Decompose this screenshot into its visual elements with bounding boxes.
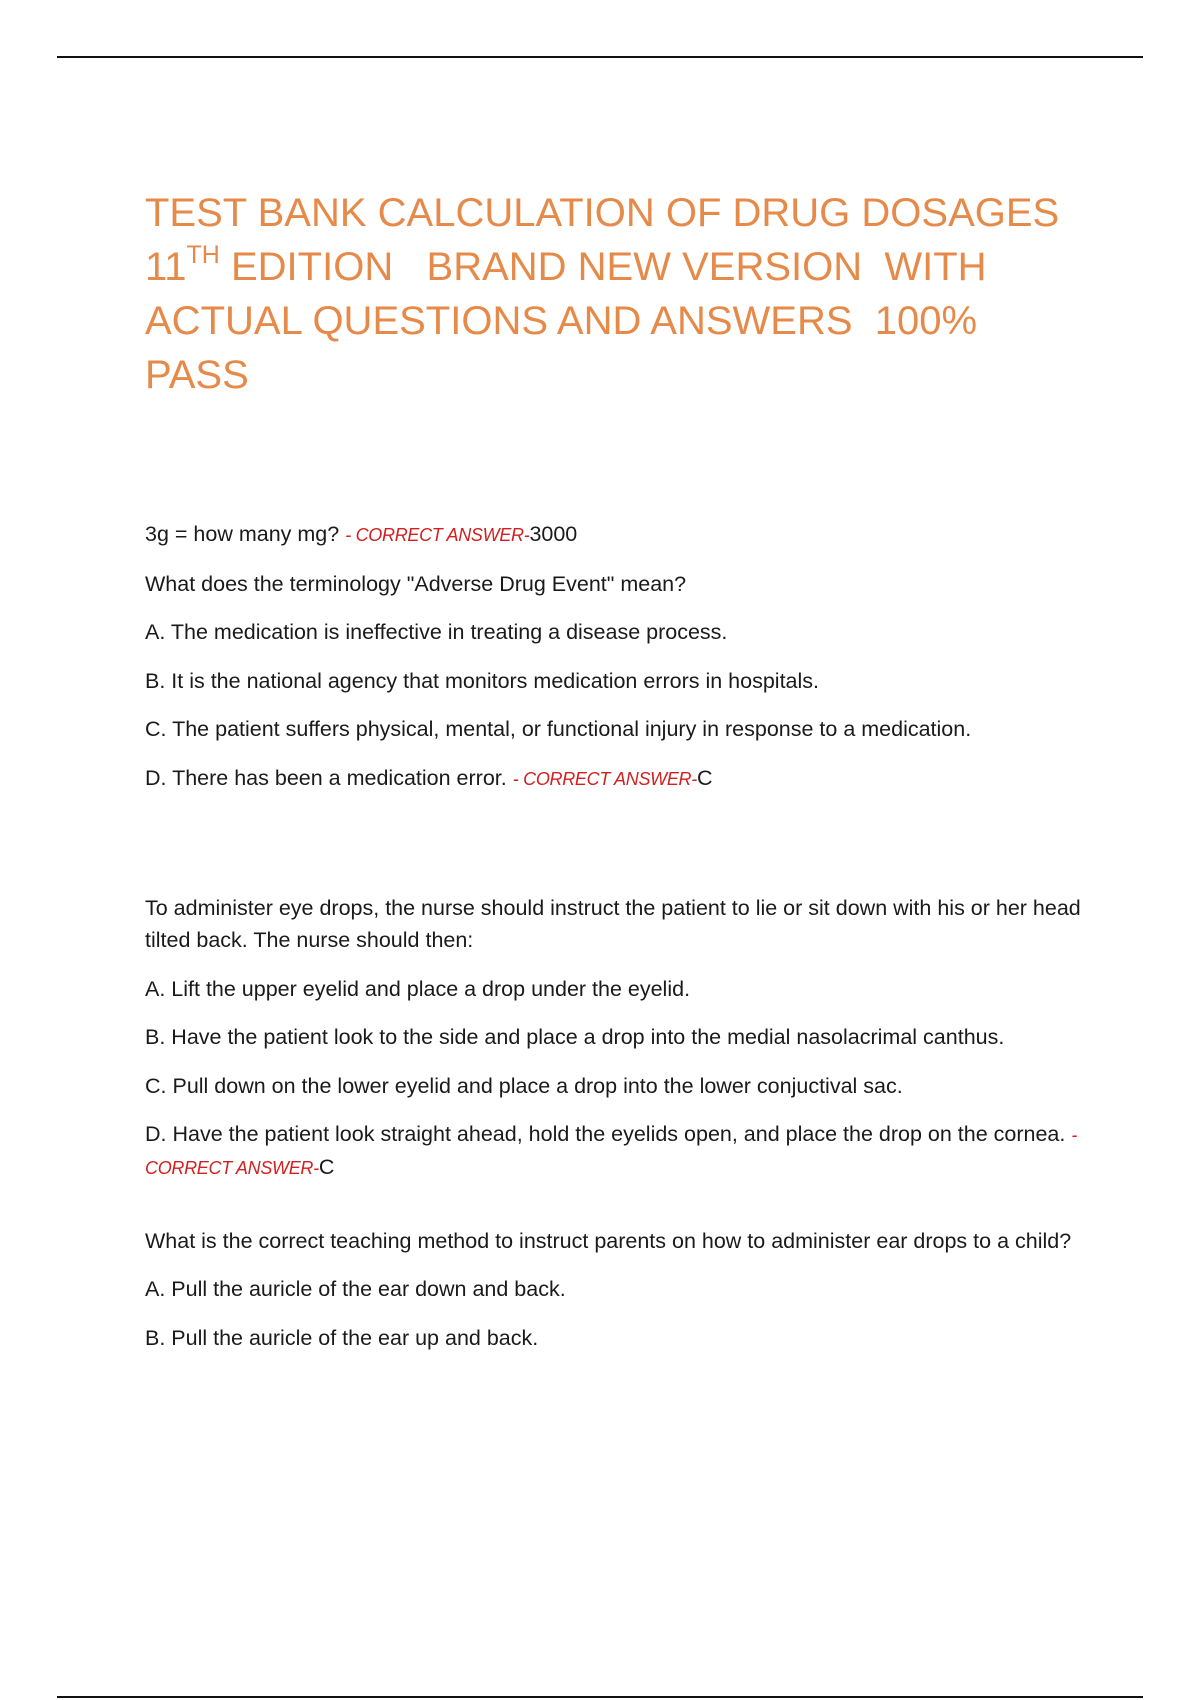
document-title [145, 186, 1085, 402]
section-spacer [145, 811, 1095, 892]
question-3-option-a: A. Lift the upper eyelid and place a drop under the eyelid. [145, 976, 691, 1001]
question-3: To administer eye drops, the nurse should instruct the patient to lie or sit down with his or her head tilted back. The nurse should then: [145, 896, 1081, 952]
question-4-option-b: B. Pull the auricle of the ear up and back. [145, 1325, 539, 1350]
question-3-answer: C [318, 1155, 335, 1179]
title-edition-rest: EDITION BRAND NEW VERSION WITH [219, 245, 987, 289]
question-2-answer: C [696, 765, 713, 790]
title-line-1: TEST BANK CALCULATION OF DRUG DOSAGES [145, 191, 1060, 235]
question-4: What is the correct teaching method to instruct parents on how to administer ear drops to a child? [145, 1228, 1072, 1253]
question-3-option-d [145, 1118, 1095, 1184]
question-2-option-d-text: D. There has been a medication error. [145, 765, 507, 790]
question-3-option-d-text: D. Have the patient look straight ahead, hold the eyelids open, and place the drop on the cornea. [145, 1122, 1066, 1146]
question-2-option-a: A. The medication is ineffective in treating a disease process. [145, 620, 728, 644]
question-list [145, 518, 1095, 1370]
question-2-option-d [145, 762, 1095, 795]
question-3-option-b: B. Have the patient look to the side and place a drop into the medial nasolacrimal canthus. [145, 1025, 1005, 1049]
question-2-option-b: B. It is the national agency that monitors medication errors in hospitals. [145, 668, 820, 693]
question-1-answer: 3000 [529, 522, 578, 546]
correct-answer-label: - CORRECT ANSWER- [145, 1125, 1078, 1178]
title-line-2 [145, 240, 1085, 294]
title-line-4: PASS [145, 353, 249, 397]
question-4-option-a: A. Pull the auricle of the ear down and back. [145, 1277, 566, 1301]
question-1-text: 3g = how many mg? [145, 522, 340, 546]
question-1 [145, 518, 1095, 551]
question-2: What does the terminology "Adverse Drug Event" mean? [145, 571, 687, 596]
bottom-rule [57, 1696, 1143, 1698]
top-rule [57, 56, 1143, 58]
title-edition-suffix: TH [186, 241, 220, 269]
correct-answer-label: - CORRECT ANSWER- [512, 768, 697, 789]
question-3-option-c: C. Pull down on the lower eyelid and place a drop into the lower conjuctival sac. [145, 1073, 903, 1098]
title-edition-number: 11 [145, 245, 187, 289]
correct-answer-label: - CORRECT ANSWER- [345, 525, 530, 545]
section-spacer [145, 1201, 1095, 1225]
title-line-3: ACTUAL QUESTIONS AND ANSWERS 100% [145, 299, 978, 343]
question-2-option-c: C. The patient suffers physical, mental, or functional injury in response to a medication. [145, 717, 972, 741]
